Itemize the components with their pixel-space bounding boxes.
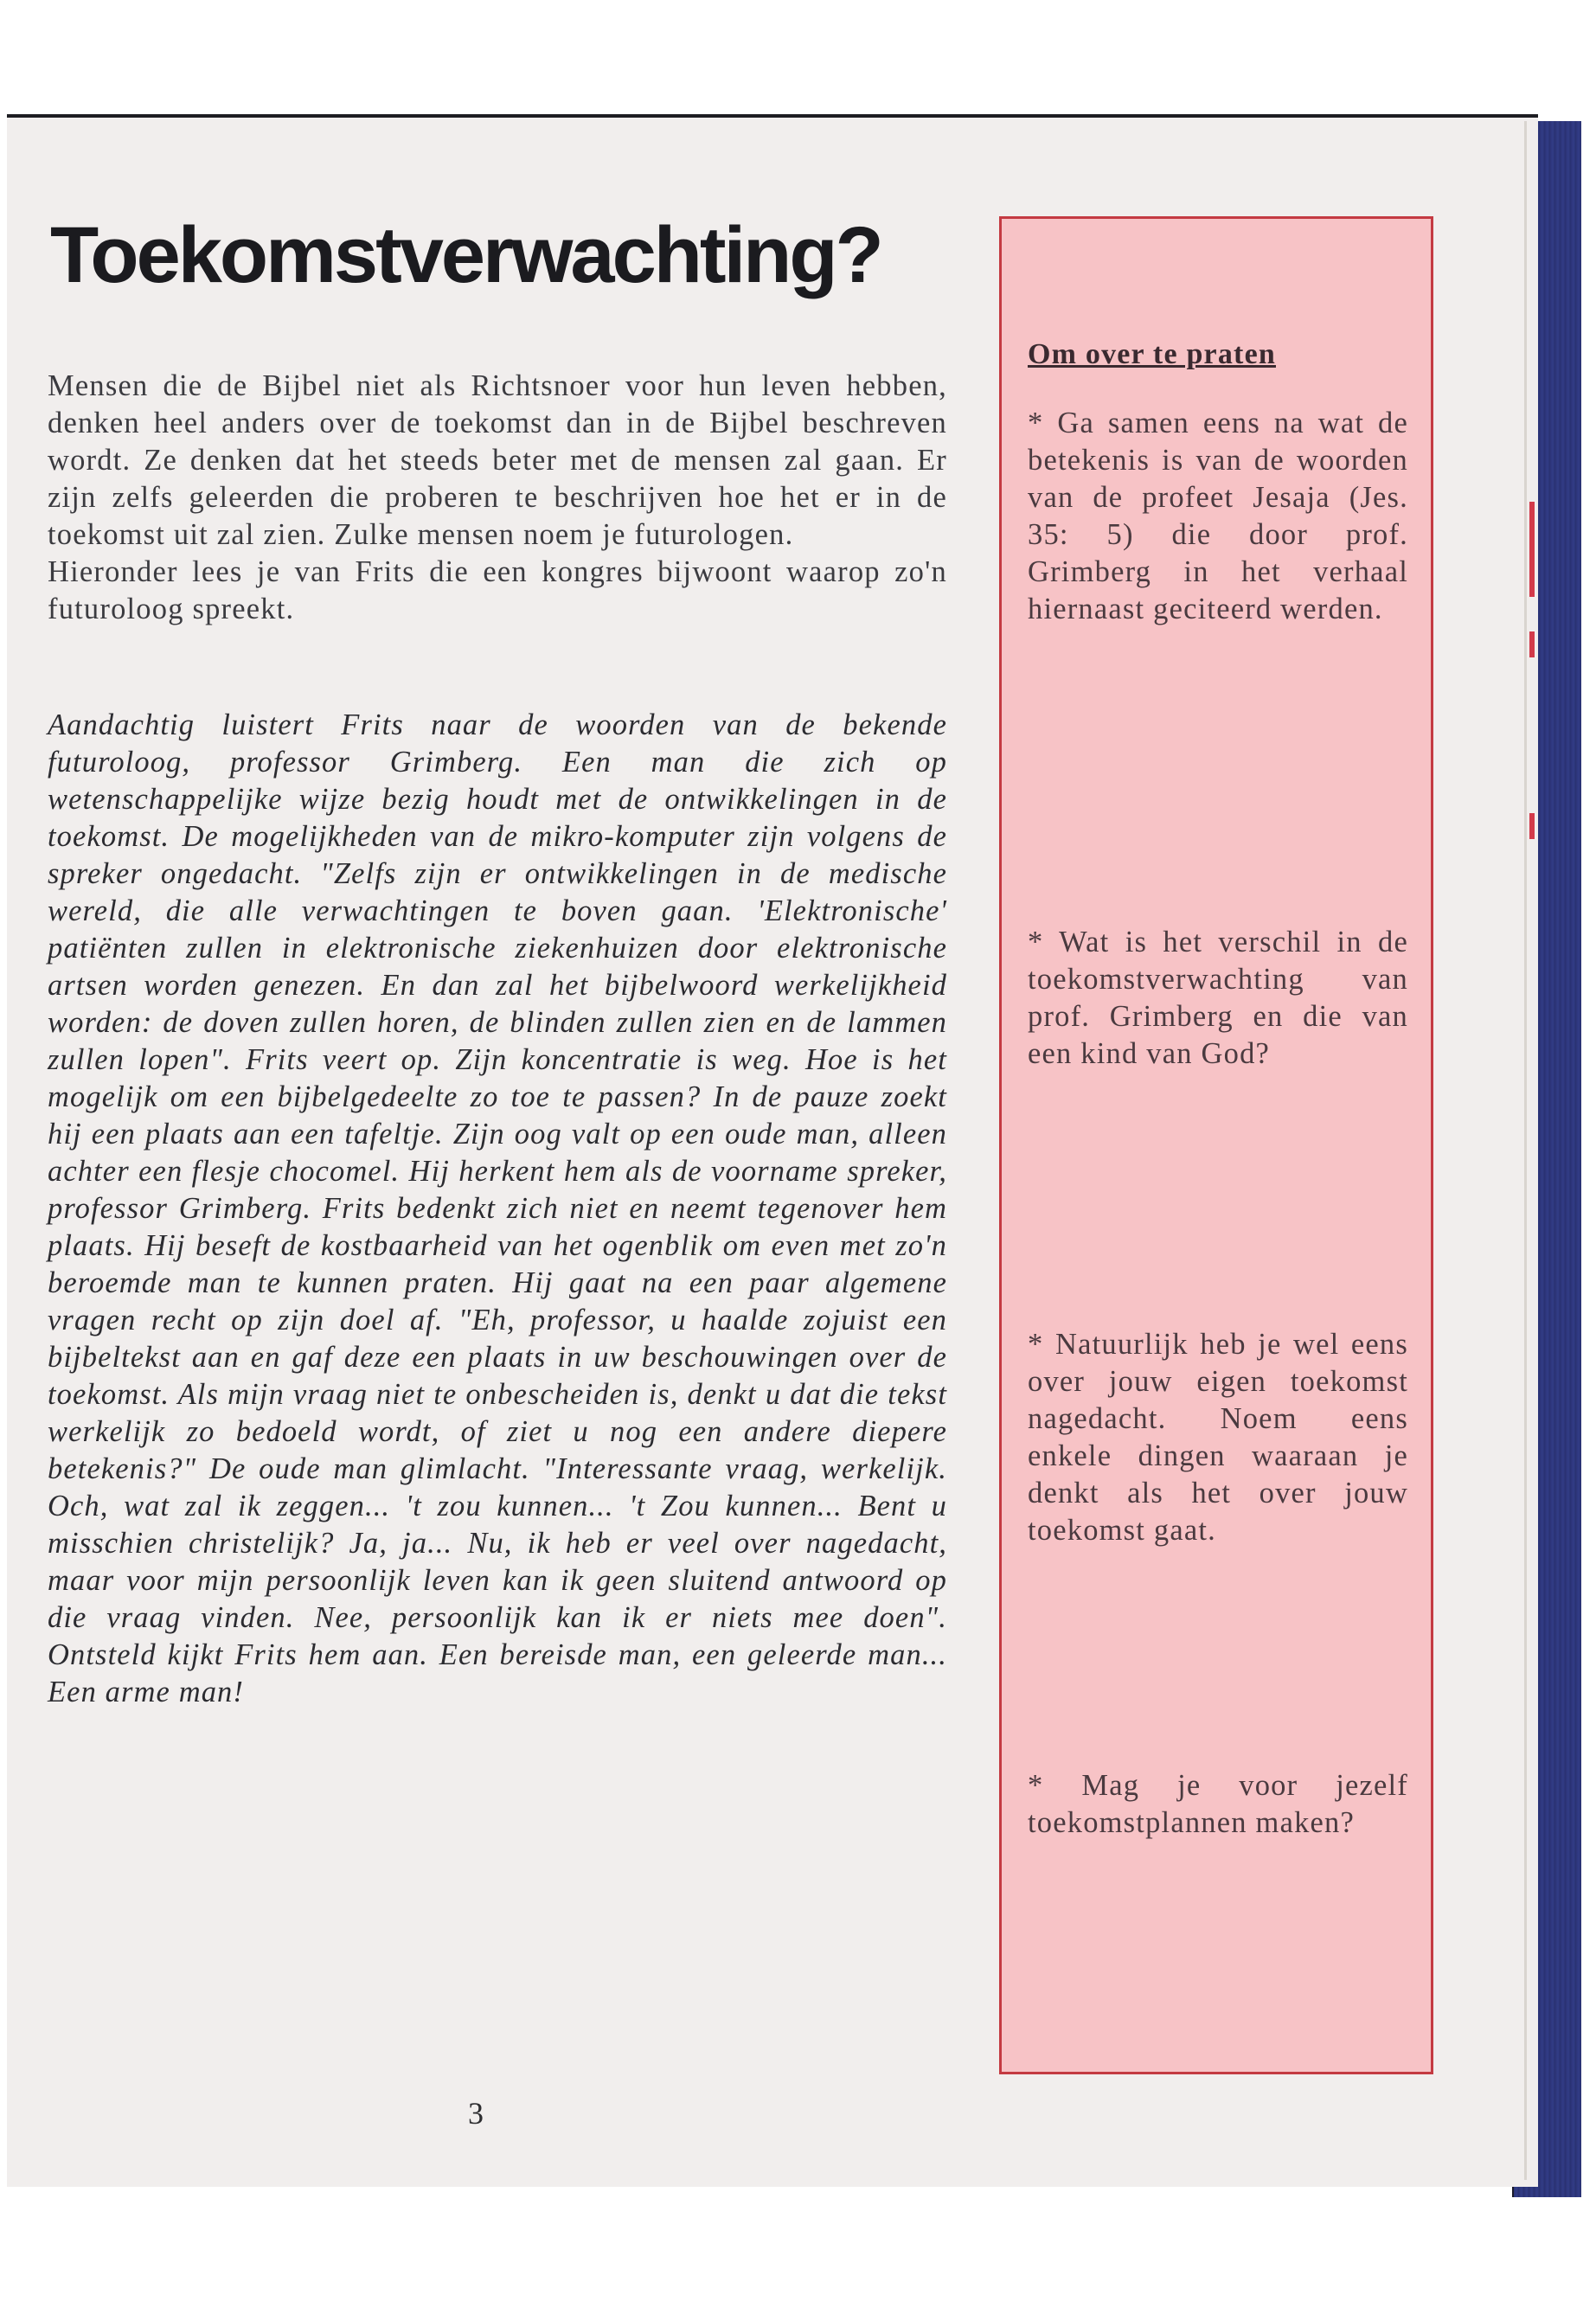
discussion-question: * Natuurlijk heb je wel eens over jouw eigen toekomst nagedacht. Noem eens enkele dingen waaraan je denkt als het over jouw toekomst gaat. [1028, 1328, 1408, 1547]
bookmark-ribbon-mark [1529, 631, 1535, 657]
discussion-question: * Ga samen eens na wat de betekenis is van de woorden van de profeet Jesaja (Jes. 35: 5) die door prof. Grimberg in het verhaal hiernaast geciteerd werden. [1028, 407, 1408, 625]
bookmark-ribbon-mark [1529, 502, 1535, 597]
discussion-question: * Mag je voor jezelf toekomstplannen maken? [1028, 1769, 1408, 1839]
page-title: Toekomstverwachting? [50, 211, 881, 299]
intro-paragraph: Hieronder lees je van Frits die een kongres bijwoont waarop zo'n futuroloog spreekt. [48, 555, 947, 625]
discussion-question: * Wat is het verschil in de toekomstverwachting van prof. Grimberg en die van een kind van God? [1028, 926, 1408, 1070]
page-number: 3 [468, 2096, 484, 2131]
scan-top-margin [0, 0, 1596, 114]
discussion-sidebar [999, 216, 1433, 2074]
intro-text [48, 368, 947, 628]
story-text: Aandachtig luistert Frits naar de woorden van de bekende futuroloog, professor Grimberg. Een man die zich op wetenschappelijke wijze bezig houdt met de ontwikkelingen in de toekomst. De mogelijkheden van de mikro-komputer zijn volgens de spreker ongedacht. "Zelfs zijn er ontwikkelingen in de medische wereld, die alle verwachtingen te boven gaan. 'Elektronische' patiënten zullen in elektronische ziekenhuizen door elektronische artsen worden genezen. En dan zal het bijbelwoord werkelijkheid worden: de doven zullen horen, de blinden zullen zien en de lammen zullen lopen". Frits veert op. Zijn koncentratie is weg. Hoe is het mogelijk om een bijbelgedeelte zo toe te passen? In de pauze zoekt hij een plaats aan een tafeltje. Zijn oog valt op een oude man, alleen achter een flesje chocomel. Hij herkent hem als de voorname spreker, professor Grimberg. Frits bedenkt zich niet en neemt tegenover hem plaats. Hij beseft de kostbaarheid van het ogenblik om even met zo'n beroemde man te kunnen praten. Hij gaat na een paar algemene vragen recht op zijn doel af. "Eh, professor, u haalde zojuist een bijbeltekst aan en gaf deze een plaats in uw beschouwingen over de toekomst. Als mijn vraag niet te onbescheiden is, denkt u dat die tekst werkelijk zo bedoeld wordt, of ziet u nog een andere diepere betekenis?" De oude man glimlacht. "Interessante vraag, werkelijk. Och, wat zal ik zeggen... 't zou kunnen... 't Zou kunnen... Bent u misschien christelijk? Ja, ja... Nu, ik heb er veel over nagedacht, maar voor mijn persoonlijk leven kan ik geen sluitend antwoord op die vraag vinden. Nee, persoonlijk kan ik er niets mee doen". Ontsteld kijkt Frits hem aan. Een bereisde man, een geleerde man... Een arme man! [48, 708, 947, 1708]
page-edge [1524, 121, 1527, 2180]
intro-paragraph: Mensen die de Bijbel niet als Richtsnoer voor hun leven hebben, denken heel anders over de toekomst dan in de Bijbel beschreven wordt. Ze denken dat het steeds beter met de mensen zal gaan. Er zijn zelfs geleerden die proberen te beschrijven hoe het er in de toekomst uit zal zien. Zulke mensen noem je futurologen. [48, 369, 947, 551]
bookmark-ribbon-mark [1529, 813, 1535, 839]
sidebar-title: Om over te praten [1028, 338, 1276, 370]
